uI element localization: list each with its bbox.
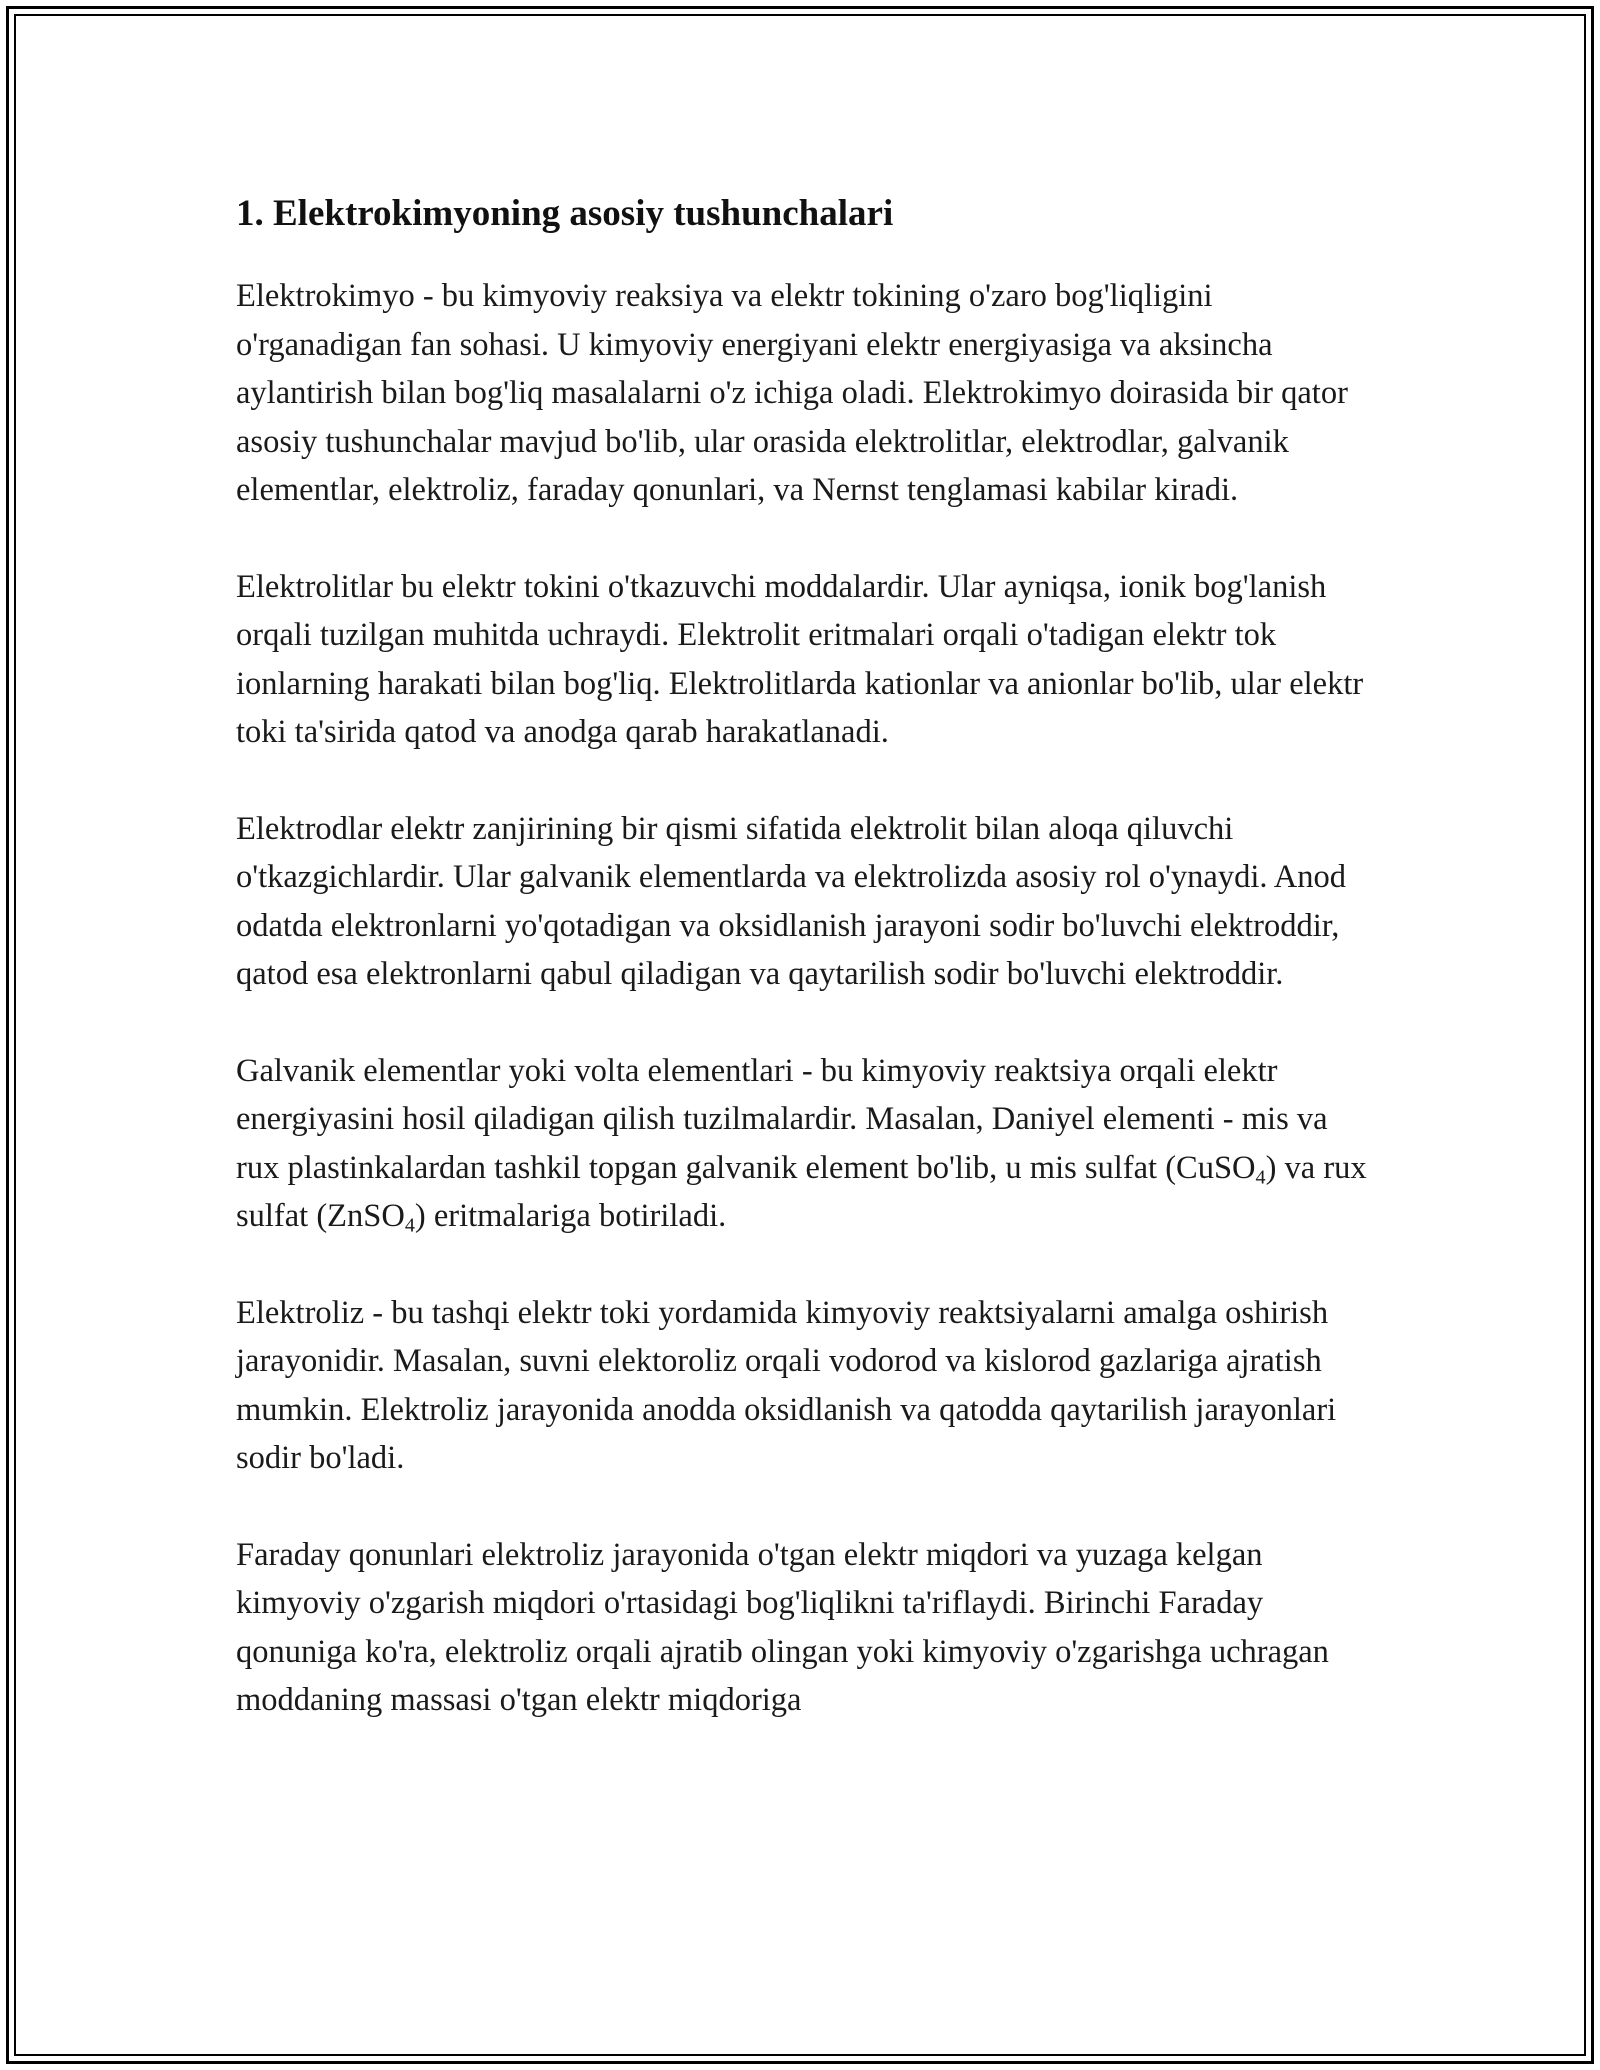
galvanik-text-before: Galvanik elementlar yoki volta elementlari - bu kimyoviy reaktsiya orqali elektr energiyasini hosil qiladigan qilish tuzilmalardir. Masalan, Daniyel elementi - mis va rux plastinkalardan tashkil topgan galvanik element bo'lib, u mis sulfat ( [236,1052,1328,1186]
paragraph-galvanik [236,1047,1376,1241]
galvanik-text-middle: ) va rux sulfat ( [236,1149,1367,1234]
section-heading: 1. Elektrokimyoning asosiy tushunchalari [236,193,894,234]
formula-znso4-main: ZnSO [327,1198,405,1234]
paragraph-faraday: Faraday qonunlari elektroliz jarayonida o'tgan elektr miqdori va yuzaga kelgan kimyoviy o'zgarish miqdori o'rtasidagi bog'liqlikni ta'riflaydi. Birinchi Faraday qonuniga ko'ra, elektroliz orqali ajratib olingan yoki kimyoviy o'zgarishga uchragan moddaning massasi o'tgan elektr miqdoriga [236,1536,1329,1718]
formula-cuso4 [1176,1149,1266,1189]
paragraph-elektrolitlar: Elektrolitlar bu elektr tokini o'tkazuvchi moddalardir. Ular ayniqsa, ionik bog'lanish orqali tuzilgan muhitda uchraydi. Elektrolit eritmalari orqali o'tadigan elektr tok ionlarning harakati bilan bog'liq. Elektrolitlarda kationlar va anionlar bo'lib, ular elektr toki ta'sirida qatod va anodga qarab harakatlanadi. [236,568,1364,750]
paragraph-elektrodlar: Elektrodlar elektr zanjirining bir qismi sifatida elektrolit bilan aloqa qiluvchi o'tkazgichlardir. Ular galvanik elementlarda va elektrolizda asosiy rol o'ynaydi. Anod odatda elektronlarni yo'qotadigan va oksidlanish jarayoni sodir bo'luvchi elektroddir, qatod esa elektronlarni qabul qiladigan va qaytarilish sodir bo'luvchi elektroddir. [236,810,1347,992]
formula-znso4 [327,1198,415,1237]
formula-cuso4-main: CuSO [1176,1149,1256,1186]
galvanik-text-after: ) eritmalariga botiriladi. [414,1198,727,1234]
paragraph-elektroliz: Elektroliz - bu tashqi elektr toki yordamida kimyoviy reaktsiyalarni amalga oshirish jarayonidir. Masalan, suvni elektoroliz orqali vodorod va kislorod gazlariga ajratish mumkin. Elektroliz jarayonida anodda oksidlanish va qatodda qaytarilish jarayonlari sodir bo'ladi. [236,1294,1337,1476]
formula-cuso4-subscript: 4 [1255,1166,1266,1189]
document-content [236,188,1376,1773]
formula-znso4-subscript: 4 [404,1214,415,1237]
paragraph-elektrokimyo: Elektrokimyo - bu kimyoviy reaksiya va elektr tokining o'zaro bog'liqligini o'rganadigan fan sohasi. U kimyoviy energiyani elektr energiyasiga va aksincha aylantirish bilan bog'liq masalalarni o'z ichiga oladi. Elektrokimyo doirasida bir qator asosiy tushunchalar mavjud bo'lib, ular orasida elektrolitlar, elektrodlar, galvanik elementlar, elektroliz, faraday qonunlari, va Nernst tenglamasi kabilar kiradi. [236,278,1348,508]
